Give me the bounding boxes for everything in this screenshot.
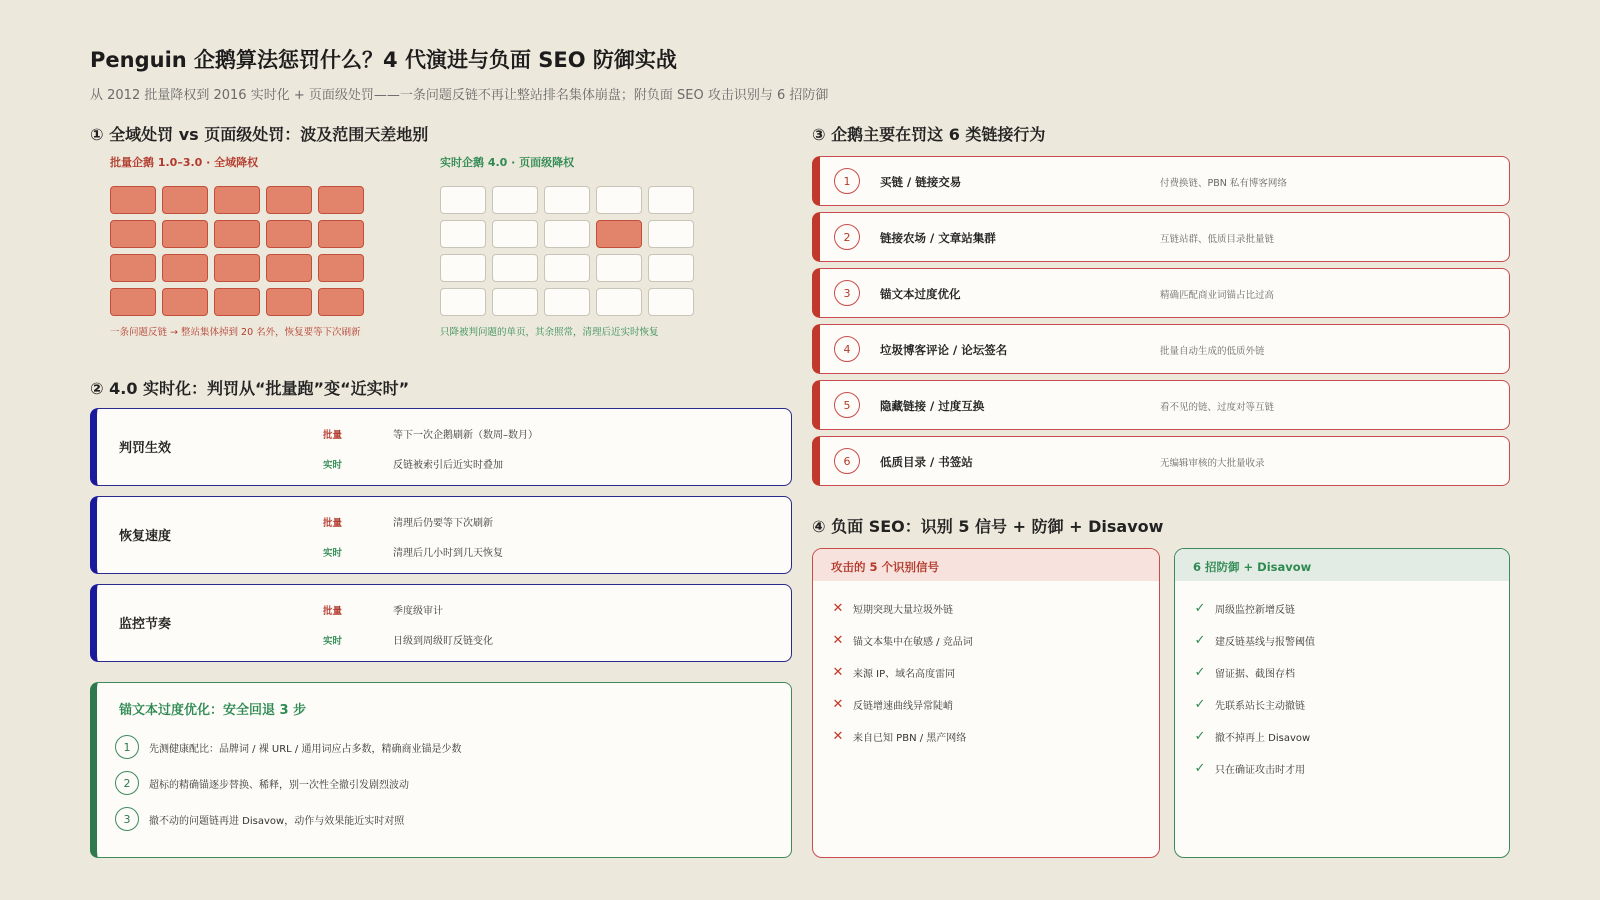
- section3-heading: ③ 企鹅主要在罚这 6 类链接行为: [812, 125, 1046, 144]
- signal-text: 来自已知 PBN / 黑产网络: [853, 733, 967, 744]
- signal-text: 锚文本集中在敏感 / 竞品词: [853, 637, 973, 648]
- signal-text: 反链增速曲线异常陡峭: [853, 701, 953, 712]
- defense-panel: [1174, 548, 1510, 858]
- normal-page-tile: [440, 220, 486, 248]
- check-mark-icon: ✓: [1194, 761, 1206, 776]
- anchor-rollback-steps-card: [90, 682, 792, 858]
- defense-text: 周级监控新增反链: [1215, 605, 1295, 616]
- realtime-value: 反链被索引后近实时叠加: [393, 460, 503, 471]
- steps-title: 锚文本过度优化：安全回退 3 步: [119, 703, 307, 718]
- defense-item: [1193, 697, 1305, 712]
- penalized-page-tile: [266, 254, 312, 282]
- penalized-page-tile: [162, 288, 208, 316]
- signals-title: 攻击的 5 个识别信号: [813, 549, 1159, 581]
- step-number: 1: [115, 735, 139, 759]
- realtime-tag: 实时: [323, 548, 343, 559]
- link-type-row: [812, 380, 1510, 430]
- link-type-number: 4: [834, 336, 860, 362]
- link-type-name: 隐藏链接 / 过度互换: [880, 399, 985, 413]
- penalized-page-tile: [214, 288, 260, 316]
- link-type-desc: 互链站群、低质目录批量链: [1160, 234, 1275, 245]
- link-type-desc: 精确匹配商业词锚占比过高: [1160, 290, 1275, 301]
- penalized-page-tile: [318, 254, 364, 282]
- normal-page-tile: [648, 254, 694, 282]
- x-mark-icon: ✕: [832, 601, 844, 616]
- page-title: Penguin 企鹅算法惩罚什么？4 代演进与负面 SEO 防御实战: [90, 48, 677, 72]
- normal-page-tile: [596, 288, 642, 316]
- penalized-page-tile: [110, 288, 156, 316]
- step-text: 先测健康配比：品牌词 / 裸 URL / 通用词应占多数，精确商业锚是少数: [149, 744, 462, 755]
- penalized-page-tile: [162, 186, 208, 214]
- normal-page-tile: [544, 220, 590, 248]
- defense-text: 建反链基线与报警阈值: [1215, 637, 1315, 648]
- normal-page-tile: [648, 186, 694, 214]
- x-mark-icon: ✕: [832, 633, 844, 648]
- link-type-number: 6: [834, 448, 860, 474]
- link-type-number: 2: [834, 224, 860, 250]
- check-mark-icon: ✓: [1194, 601, 1206, 616]
- signal-item: [831, 697, 953, 712]
- signal-item: [831, 729, 966, 744]
- realtime-penalty-grid: [440, 186, 694, 316]
- normal-page-tile: [596, 254, 642, 282]
- link-type-name: 链接农场 / 文章站集群: [880, 231, 996, 245]
- signal-text: 短期突现大量垃圾外链: [853, 605, 953, 616]
- defense-title: 6 招防御 + Disavow: [1175, 549, 1509, 581]
- normal-page-tile: [492, 254, 538, 282]
- normal-page-tile: [648, 220, 694, 248]
- defense-item: [1193, 633, 1315, 648]
- penalized-page-tile: [596, 220, 642, 248]
- normal-page-tile: [544, 288, 590, 316]
- link-type-desc: 看不见的链、过度对等互链: [1160, 402, 1275, 413]
- normal-page-tile: [544, 254, 590, 282]
- penalized-page-tile: [214, 220, 260, 248]
- link-type-number: 5: [834, 392, 860, 418]
- section4-heading: ④ 负面 SEO：识别 5 信号 + 防御 + Disavow: [812, 517, 1164, 536]
- link-type-row: [812, 156, 1510, 206]
- realtime-grid-label: 实时企鹅 4.0 · 页面级降权: [440, 156, 575, 169]
- x-mark-icon: ✕: [832, 665, 844, 680]
- batch-tag: 批量: [323, 518, 343, 529]
- link-type-name: 低质目录 / 书签站: [880, 455, 973, 469]
- link-type-number: 3: [834, 280, 860, 306]
- page-subtitle: 从 2012 批量降权到 2016 实时化 + 页面级处罚——一条问题反链不再让整站排名集体崩盘；附负面 SEO 攻击识别与 6 招防御: [90, 88, 829, 103]
- normal-page-tile: [492, 186, 538, 214]
- penalized-page-tile: [162, 254, 208, 282]
- penalized-page-tile: [266, 288, 312, 316]
- section1-heading: ① 全域处罚 vs 页面级处罚：波及范围天差地别: [90, 125, 429, 144]
- normal-page-tile: [492, 288, 538, 316]
- defense-text: 撤不掉再上 Disavow: [1215, 733, 1311, 744]
- batch-value: 清理后仍要等下次刷新: [393, 518, 493, 529]
- x-mark-icon: ✕: [832, 697, 844, 712]
- batch-tag: 批量: [323, 606, 343, 617]
- step-text: 撤不动的问题链再进 Disavow，动作与效果能近实时对照: [149, 816, 405, 827]
- link-type-name: 买链 / 链接交易: [880, 175, 962, 189]
- link-type-row: [812, 212, 1510, 262]
- realtime-grid-note: 只降被判问题的单页，其余照常，清理后近实时恢复: [440, 327, 659, 338]
- check-mark-icon: ✓: [1194, 697, 1206, 712]
- signal-item: [831, 665, 955, 680]
- compare-card-effect: [90, 408, 792, 486]
- defense-text: 只在确证攻击时才用: [1215, 765, 1305, 776]
- link-type-row: [812, 436, 1510, 486]
- penalized-page-tile: [318, 288, 364, 316]
- link-type-number: 1: [834, 168, 860, 194]
- attack-signals-panel: [812, 548, 1160, 858]
- penalized-page-tile: [266, 186, 312, 214]
- batch-value: 季度级审计: [393, 606, 443, 617]
- x-mark-icon: ✕: [832, 729, 844, 744]
- link-type-row: [812, 268, 1510, 318]
- step-text: 超标的精确锚逐步替换、稀释，别一次性全撤引发剧烈波动: [149, 780, 409, 791]
- link-type-desc: 无编辑审核的大批量收录: [1160, 458, 1265, 469]
- signal-text: 来源 IP、域名高度雷同: [853, 669, 956, 680]
- signal-item: [831, 633, 973, 648]
- batch-tag: 批量: [323, 430, 343, 441]
- step-number: 3: [115, 807, 139, 831]
- signal-item: [831, 601, 953, 616]
- normal-page-tile: [596, 186, 642, 214]
- normal-page-tile: [440, 254, 486, 282]
- penalized-page-tile: [162, 220, 208, 248]
- batch-grid-label: 批量企鹅 1.0–3.0 · 全域降权: [110, 156, 259, 169]
- normal-page-tile: [440, 186, 486, 214]
- defense-item: [1193, 761, 1305, 776]
- defense-item: [1193, 601, 1295, 616]
- batch-penalty-grid: [110, 186, 364, 316]
- defense-item: [1193, 665, 1295, 680]
- penalized-page-tile: [318, 186, 364, 214]
- link-type-desc: 付费换链、PBN 私有博客网络: [1160, 178, 1287, 189]
- realtime-tag: 实时: [323, 460, 343, 471]
- normal-page-tile: [544, 186, 590, 214]
- compare-card-recovery: [90, 496, 792, 574]
- realtime-value: 日级到周级盯反链变化: [393, 636, 493, 647]
- penalized-page-tile: [214, 254, 260, 282]
- normal-page-tile: [648, 288, 694, 316]
- link-type-desc: 批量自动生成的低质外链: [1160, 346, 1265, 357]
- compare-card-monitoring: [90, 584, 792, 662]
- link-type-name: 垃圾博客评论 / 论坛签名: [880, 343, 1008, 357]
- link-type-row: [812, 324, 1510, 374]
- step-number: 2: [115, 771, 139, 795]
- compare-name: 监控节奏: [119, 617, 172, 632]
- check-mark-icon: ✓: [1194, 729, 1206, 744]
- defense-item: [1193, 729, 1310, 744]
- compare-name: 恢复速度: [119, 529, 172, 544]
- batch-grid-note: 一条问题反链 → 整站集体掉到 20 名外，恢复要等下次刷新: [110, 327, 361, 338]
- realtime-value: 清理后几小时到几天恢复: [393, 548, 503, 559]
- section2-heading: ② 4.0 实时化：判罚从“批量跑”变“近实时”: [90, 379, 410, 398]
- penalized-page-tile: [110, 186, 156, 214]
- batch-value: 等下一次企鹅刷新（数周–数月）: [393, 430, 538, 441]
- defense-text: 先联系站长主动撤链: [1215, 701, 1305, 712]
- realtime-tag: 实时: [323, 636, 343, 647]
- normal-page-tile: [440, 288, 486, 316]
- compare-name: 判罚生效: [119, 441, 172, 456]
- link-type-name: 锚文本过度优化: [880, 287, 961, 301]
- defense-text: 留证据、截图存档: [1215, 669, 1295, 680]
- normal-page-tile: [492, 220, 538, 248]
- penalized-page-tile: [318, 220, 364, 248]
- penalized-page-tile: [110, 254, 156, 282]
- penalized-page-tile: [110, 220, 156, 248]
- penalized-page-tile: [214, 186, 260, 214]
- check-mark-icon: ✓: [1194, 665, 1206, 680]
- check-mark-icon: ✓: [1194, 633, 1206, 648]
- penalized-page-tile: [266, 220, 312, 248]
